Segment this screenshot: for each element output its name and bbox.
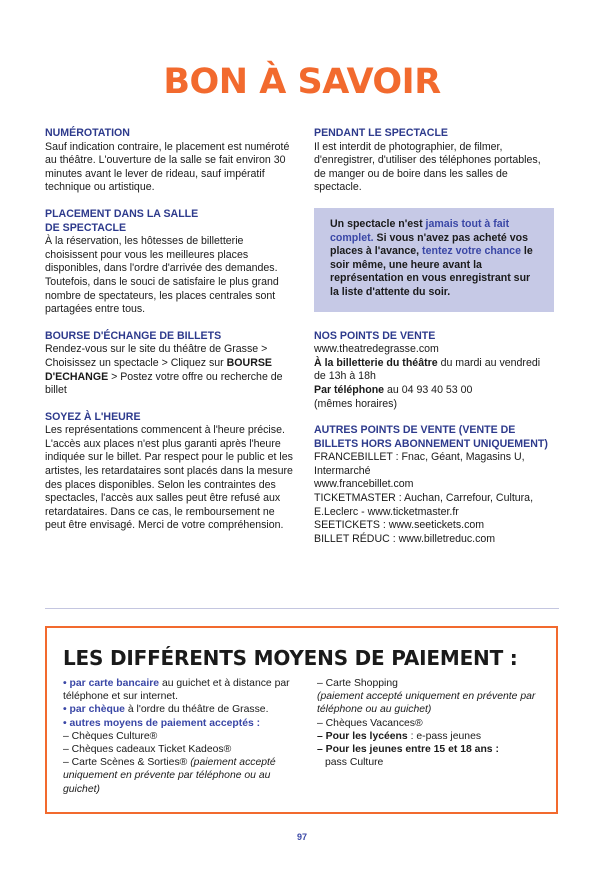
payment-lycees: [317, 730, 547, 743]
section-pendant: [314, 127, 554, 195]
scenes-note: (paiement accepté uniquement en prévente par téléphone ou au guichet): [63, 757, 276, 795]
section-bourse: [45, 330, 295, 398]
callout-c: Si vous n'avez pas acheté vos places à l'avance,: [330, 231, 528, 258]
payment-title: LES DIFFÉRENTS MOYENS DE PAIEMENT :: [63, 646, 518, 670]
cheque-label: • par chèque: [63, 704, 125, 716]
vendor-line: BILLET RÉDUC : www.billetreduc.com: [314, 532, 496, 545]
lycees-text: : e-pass jeunes: [407, 730, 482, 742]
section-points-vente: [314, 330, 554, 412]
right-column: [314, 127, 554, 559]
telephone-bold: Par téléphone: [314, 383, 385, 396]
text-numerotation: Sauf indication contraire, le placement est numéroté au théâtre. L'ouverture de la salle se fait environ 30 minutes avant le lever de rideau, sauf impératif technique ou artistique.: [45, 140, 290, 194]
lycees-label: – Pour les lycéens: [317, 730, 408, 742]
text-bourse-b: > Postez votre offre ou recherche de billet: [45, 370, 283, 397]
callout-e: le soir même, une heure avant la représentation en vous enregistrant sur la liste d'attente du soir.: [330, 245, 533, 298]
page-title: BON À SAVOIR: [163, 62, 441, 102]
payment-left-column: [63, 677, 301, 796]
carte-label: • par carte bancaire: [63, 678, 160, 689]
payment-item: – Chèques Culture®: [63, 730, 158, 742]
section-placement: [45, 208, 295, 317]
text-bourse-a: Rendez-vous sur le site du théâtre de Grasse > Choisissez un spectacle > Cliquez sur: [45, 343, 268, 369]
cheque-text: à l'ordre du théâtre de Grasse.: [124, 704, 269, 716]
section-divider: [45, 608, 559, 609]
left-column: [45, 127, 295, 546]
section-autres-points: [314, 424, 554, 546]
jeunes-text: pass Culture: [325, 757, 384, 769]
waitlist-callout: [314, 208, 554, 312]
text-bourse: [45, 343, 295, 397]
vendor-line: FRANCEBILLET : Fnac, Géant, Magasins U, Intermarché: [314, 451, 525, 477]
text-heure: Les représentations commencent à l'heure précise. L'accès aux places n'est plus garanti après l'heure indiquée sur le billet. Par respect pour le public et les artistes, les retardataires sont placés dans la mesure des places disponibles. Selon les contraintes des spectacles, l'accès aux salles peut être refusé aux retardataires. Dans ce cas, le remboursement ne peut être envisagé. Merci de votre compréhension.: [45, 424, 293, 532]
vendor-link[interactable]: www.francebillet.com: [314, 478, 414, 491]
payment-scenes: [63, 756, 301, 796]
heading-points-vente: NOS POINTS DE VENTE: [314, 329, 436, 342]
heading-numerotation: NUMÉROTATION: [45, 127, 130, 139]
telephone-number: au 04 93 40 53 00: [384, 383, 473, 396]
vendor-line: TICKETMASTER : Auchan, Carrefour, Cultura, E.Leclerc - www.ticketmaster.fr: [314, 492, 534, 518]
text-placement: À la réservation, les hôtesses de billetterie choisissent pour vous les meilleures places disponibles, dans l'ordre d'arrivée des demandes. Toutefois, dans le souci de satisfaire le plus grand nombre de spectateurs, les places centrales sont partagées entre tous.: [45, 235, 279, 316]
heading-pendant: PENDANT LE SPECTACLE: [314, 127, 448, 139]
carte-text: au guichet et à distance par téléphone et sur internet.: [63, 678, 290, 703]
billetterie-bold: À la billetterie du théâtre: [314, 356, 438, 369]
payment-jeunes: – Pour les jeunes entre 15 et 18 ans :: [317, 744, 499, 756]
vendor-line: SEETICKETS : www.seetickets.com: [314, 519, 485, 532]
text-billetterie: [314, 357, 554, 384]
payment-item: – Carte Shopping: [317, 678, 398, 689]
scenes-label: – Carte Scènes & Sorties®: [63, 757, 188, 769]
site-link[interactable]: www.theatredegrasse.com: [314, 343, 439, 356]
shopping-note: (paiement accepté uniquement en prévente par téléphone ou au guichet): [317, 691, 536, 716]
payment-box: [45, 626, 558, 814]
section-numerotation: [45, 127, 295, 195]
callout-d: tentez votre chance: [422, 245, 521, 258]
section-heure: [45, 411, 295, 533]
payment-autres: • autres moyens de paiement acceptés :: [63, 717, 261, 729]
text-pendant: Il est interdit de photographier, de filmer, d'enregistrer, d'utiliser des téléphones portables, de manger ou de boire dans les salles de spectacle.: [314, 140, 541, 194]
payment-cheque: [63, 703, 301, 716]
text-telephone: [314, 384, 554, 398]
text-bourse-bold: BOURSE D'ECHANGE: [45, 356, 272, 383]
payment-item: – Chèques cadeaux Ticket Kadeos®: [63, 744, 232, 756]
text-horaires: (mêmes horaires): [314, 397, 398, 410]
payment-right-column: [317, 677, 547, 769]
billetterie-hours: du mardi au vendredi de 13h à 18h: [314, 356, 541, 383]
heading-autres-points: AUTRES POINTS DE VENTE (VENTE DE BILLETS HORS ABONNEMENT UNIQUEMENT): [314, 424, 548, 450]
callout-a: Un spectacle n'est: [330, 217, 426, 230]
page-number: 97: [296, 832, 307, 842]
heading-placement: PLACEMENT DANS LA SALLE DE SPECTACLE: [45, 207, 199, 234]
heading-bourse: BOURSE D'ÉCHANGE DE BILLETS: [45, 329, 222, 342]
callout-b: jamais tout à fait complet.: [330, 217, 510, 244]
heading-heure: SOYEZ À L'HEURE: [45, 410, 141, 423]
payment-item: – Chèques Vacances®: [317, 717, 423, 729]
payment-carte: [63, 677, 301, 703]
